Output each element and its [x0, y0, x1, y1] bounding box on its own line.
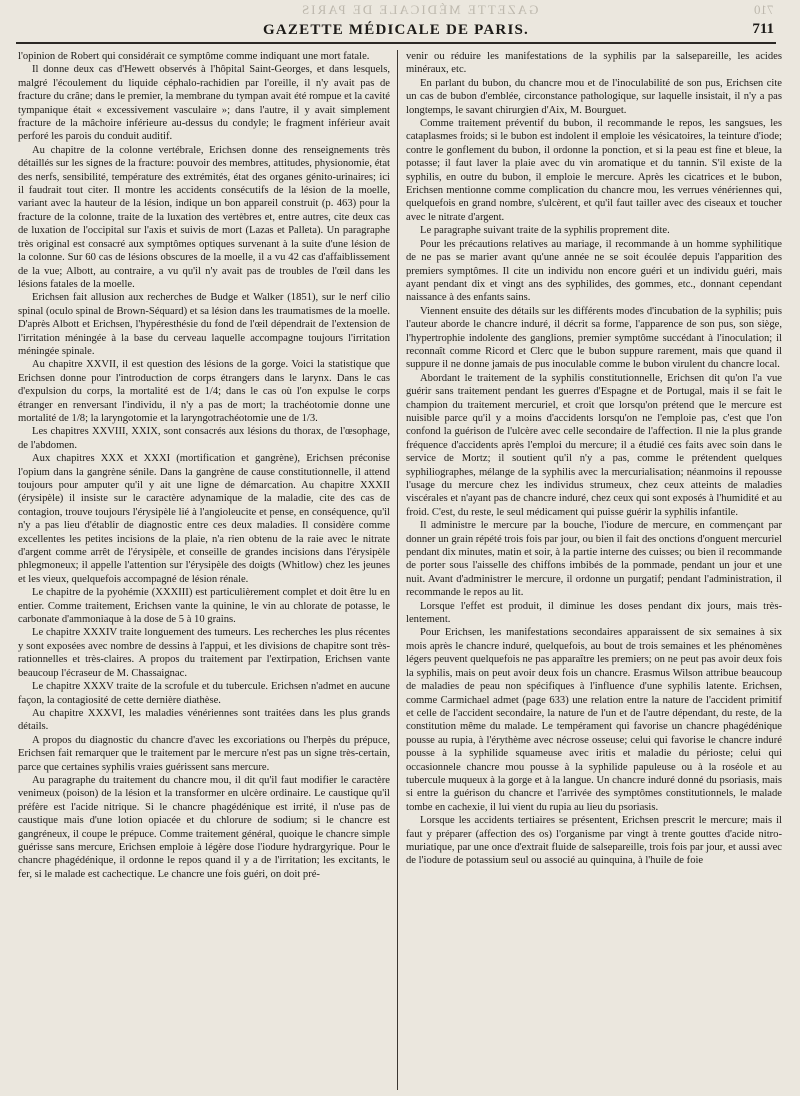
- bleed-through-title: GAZETTE MÉDICALE DE PARIS: [300, 2, 539, 17]
- column-divider: [397, 50, 398, 1090]
- page-header: [16, 20, 776, 44]
- paragraph: Il administre le mercure par la bouche, l'iodure de mercure, en commençant par donner un grain répété trois fois par jour, ou bien il fait des onctions d'onguent mercuriel pendant dix minutes, matin et soir, à la partie interne des cuisses; ou bien il recommande de porter sous l'aisselle des chiffons imbibés de la pommade, pendant un jour et une nuit. Avant d'administrer le mercure, il ordonne un purgatif; pendant l'administration, il recommande le repos au lit.: [406, 520, 782, 599]
- paragraph: Le paragraphe suivant traite de la syphilis proprement dite.: [420, 225, 670, 237]
- running-title: GAZETTE MÉDICALE DE PARIS.: [263, 22, 529, 38]
- paragraph: En parlant du bubon, du chancre mou et de l'inoculabilité de son pus, Erichsen cite un cas de bubon d'emblée, circonstance pathologique, sur laquelle insistait, il n'y a pas longtemps, le savant chirurgien d'Aix, M. Bourguet.: [406, 77, 782, 116]
- paragraph: Pour les précautions relatives au mariage, il recommande à un homme syphilitique de ne pas se marier avant qu'une année ne se soit écoulée depuis l'apparition des premiers symptômes. Il cite un individu non encore guéri et un individu guéri, mais ayant pendant dix et vingt ans des syphilides, des gommes, etc., donnant cependant naissance à des enfants sains.: [406, 238, 782, 304]
- paragraph: Erichsen fait allusion aux recherches de Budge et Walker (1851), sur le nerf cilio spinal (oculo spinal de Brown-Séquard) et sa lésion dans les traumatismes de la moelle. D'après Albott et Erichsen, l'hypéresthésie du fond de l'œil dépendrait de l'extension de l'irritation méningée à la base du cerveau laquelle accompagne toujours l'irritation méningée spinale.: [18, 292, 390, 357]
- paragraph: Viennent ensuite des détails sur les différents modes d'incubation de la syphilis; puis l'auteur aborde le chancre induré, il décrit sa forme, l'apparence de son pus, son siège, l'hypertrophie indolente des ganglions, premier symptôme succédant à l'inoculation; il reconnaît comme Ricord et Clerc que le bubon suppure rarement, mais que quand il suppure il ne donne jamais de pus inoculable comme le bubon virulent du chancre local.: [406, 305, 782, 371]
- paragraph: Lorsque les accidents tertiaires se présentent, Erichsen prescrit le mercure; mais il faut y préparer (affection des os) l'organisme par vingt à trente gouttes d'acide nitro-muriatique, par une once d'extrait fluide de salsepareille, trois fois par jour, et aussi avec de l'iodure de potassium seul ou associé au quinquina, à l'huile de foie: [406, 815, 782, 867]
- paragraph: A propos du diagnostic du chancre d'avec les excoriations ou l'herpès du prépuce, Erichsen fait remarquer que le traitement par le mercure n'est pas un signe très-certain, parce que certaines syphilis vraies guérissent sans mercure.: [18, 734, 390, 773]
- paragraph: Le chapitre de la pyohémie (XXXIII) est particulièrement complet et doit être lu en entier. Comme traitement, Erichsen vante la quinine, le vin au chlorate de potasse, le carbonate d'ammoniaque à la dose de 5 à 10 grains.: [18, 587, 390, 626]
- paragraph: Les chapitres XXVIII, XXIX, sont consacrés aux lésions du thorax, de l'œsophage, de l'abdomen.: [18, 426, 390, 451]
- paragraph: Le chapitre XXXIV traite longuement des tumeurs. Les recherches les plus récentes y sont exposées avec nombre de dessins à l'appui, et les divisions de chapitre sont très-rationnelles et très-claires. A propos du traitement par l'extirpation, Erichsen vante beaucoup l'écraseur de M. Chassaignac.: [18, 627, 390, 679]
- paragraph: Le chapitre XXXV traite de la scrofule et du tubercule. Erichsen n'admet en aucune façon, la contagiosité de cette dernière diathèse.: [18, 681, 390, 706]
- page-number: 711: [752, 21, 774, 37]
- paragraph: Au chapitre de la colonne vertébrale, Erichsen donne des renseignements très détaillés sur les signes de la fracture: pouvoir des membres, attitudes, physionomie, état des nerfs, sensibilité, température des extrémités, état des organes génito-urinaires; ici il faudrait tout citer. Il montre les accidents consécutifs de la lésion de la moelle, variant avec la hauteur de la lésion, indique un bon appareil construit (p. 463) pour la fracture de la colonne, traite de la luxation des vertèbres et, entre autres, cite deux cas de luxation de l'occipital sur l'axis et suivis de mort (Lazas et Palleta). Un paragraphe très original est consacré aux symptômes optiques survenant à la suite d'une lésion de la colonne. Sur 60 cas de lésions obscures de la moelle, il a vu 42 cas d'affaiblissement de la vue; Albott, au contraire, a vu qu'il n'y avait pas de troubles de l'œil dans les lésions fatales de la moelle.: [18, 144, 390, 290]
- paragraph: Au paragraphe du traitement du chancre mou, il dit qu'il faut modifier le caractère venimeux (poison) de la lésion et la transformer en ulcère ordinaire. Le caustique qu'il préfère est l'acide nitrique. Si le chancre phagédénique est irrité, il n'use pas de caustique mais d'une lotion opiacée et du chlorure de sodium; si le chancre est gangréneux, il coupe le prépuce. Comme traitement général, quoique le chancre simple guérisse sans mercure, Erichsen emploie à légère dose l'iodure hydrargyrique. Pour le chancre phagédénique, il ordonne le repos quand il y a de l'irritation; les excitants, le fer, si le malade est cachectique. Le chancre une fois guéri, on doit pré-: [18, 774, 390, 880]
- paragraph: Au chapitre XXVII, il est question des lésions de la gorge. Voici la statistique que Erichsen donne pour l'introduction de corps étrangers dans le larynx. Dans le cas d'expulsion du corps, la mortalité est de 1/4; dans le cas où l'on expulse le corps étranger en renversant l'individu, il n'y a pas de mort; la trachéotomie donne une mortalité de 1/8; la laryngotomie et la laryngotrachéotomie une de 1/3.: [18, 359, 390, 424]
- paragraph: Au chapitre XXXVI, les maladies vénériennes sont traitées dans les plus grands détails.: [18, 707, 390, 733]
- right-column: [406, 50, 782, 1092]
- paragraph: Lorsque l'effet est produit, il diminue les doses pendant dix jours, mais très-lentement.: [406, 600, 782, 626]
- paragraph: Abordant le traitement de la syphilis constitutionnelle, Erichsen dit qu'on l'a vue guérir sans traitement pendant les guerres d'Espagne et de Portugal, mais il se fait le champion du traitement mercuriel, et croit que lorsqu'on prétend que le mercure est nuisible parce qu'il y a moins d'accidents lorsqu'on ne l'emploie pas, c'est que l'on confond la guérison de l'ulcère avec celle secondaire de l'affection. Il nie la plus grande fréquence d'accidents après l'emploi du mercure; il a étudié ces faits avec soin dans le service de Mortz; il soutient qu'il n'y a pas, comme le prétendent quelques syphiliographes, mélange de la syphilis avec la mercurialisation; néanmoins il repousse l'usage du mercure chez les individus strumeux, chez ceux atteints de maladies viscérales et n'ayant pas de chancre induré, chez ceux qui sont exposés à l'humidité et au froid. C'est, du reste, le seul médicament qui puisse guérir la syphilis infantile.: [406, 372, 782, 518]
- bleed-through-page-number: 710: [754, 2, 774, 17]
- left-column: [18, 50, 390, 1092]
- paragraph: Comme traitement préventif du bubon, il recommande le repos, les sangsues, les cataplasmes froids; si le bubon est indolent il emploie les vésicatoires, la teinture d'iode; contre le gonflement du bubon, il ordonne la ponction, et si la peau est fine et bleue, la potasse; il faut laver la plaie avec du vin aromatique et du tannin. S'il existe de la syphilis, en outre du bubon, il emploie le mercure. Après les cicatrices et le bubon, Erichsen mentionne comme complication du chancre mou, les verrues vénériennes qui, quelquefois en grand nombre, s'ulcèrent, et qu'il faut tailler avec des ciseaux et toucher avec le nitrate d'argent.: [406, 118, 782, 223]
- paragraph: l'opinion de Robert qui considérait ce symptôme comme indiquant une mort fatale.: [18, 51, 370, 62]
- paragraph: venir ou réduire les manifestations de la syphilis par la salsepareille, les acides minéraux, etc.: [406, 51, 782, 76]
- paragraph: Aux chapitres XXX et XXXI (mortification et gangrène), Erichsen préconise l'opium dans la gangrène sénile. Dans la gangrène de cause constitutionnelle, il attend toujours pour amputer qu'il y ait une ligne de démarcation. Au chapitre XXXII (érysipèle) il insiste sur le caractère adynamique de la maladie, cite des cas de contagion, trouve toujours l'érysipèle lié à l'angioleucite et pense, en conséquence, qu'il n'y a pas lieu d'établir de diagnostic entre ces deux maladies. Il considère comme excellentes les petites incisions de la plaie, n'a rien obtenu de la raie avec le nitrate d'argent comme arrêt de l'érysipèle, et conseille de grandes incisions dans l'érysipèle phlegmoneux; il appelle l'attention sur l'érysipèle des doigts (Whitlow) chez les jeunes et les vieux, quelquefois accompagné de lésion rénale.: [18, 453, 390, 585]
- paragraph: Il donne deux cas d'Hewett observés à l'hôpital Saint-Georges, et dans lesquels, malgré l'écoulement du liquide céphalo-rachidien par l'oreille, il n'y avait pas de fracture du crâne; dans le premier, la membrane du tympan avait été rompue et la cavité tympanique était « excessivement vasculaire »; dans l'autre, il y avait simplement fracture de la mâchoire inférieure au-dessus du condyle; le fragment inférieur avait perforé les parois du conduit auditif.: [18, 64, 390, 143]
- paragraph: Pour Erichsen, les manifestations secondaires apparaissent de six semaines à six mois après le chancre induré, quelquefois, au bout de trois semaines et les phénomènes légers peuvent quelquefois ne pas apparaître les premiers; on ne peut pas avoir deux fois la syphilis, mais on peut avoir deux fois un chancre. Erasmus Wilson attribue beaucoup de maladies de peau non spécifiques à l'influence d'une syphilis latente. Erichsen, comme Carmichael admet (page 633) une relation entre la nature de l'accident primitif et celle de l'accident secondaire, la nature de l'un et de l'autre dépendant, du reste, de la constitution même du malade. Le tempérament qui favorise un chancre phagédénique pousse au rupia, à l'érythème avec nécrose osseuse; celui qui favorise le chancre induré pousse à la syphilide squameuse avec iritis et maladie du périoste; celui qui occasionnele chancre mou pousse à la syphilide papuleuse ou à la roséole et au tubercule muqueux à la gorge et à la langue. Un chancre induré donné du psoriasis, mais si entre la guérison du chancre et l'arrivée des symptômes constitutionnels, le malade tombe en cachexie, il lui vient du rupia au lieu du psoriasis.: [406, 627, 782, 813]
